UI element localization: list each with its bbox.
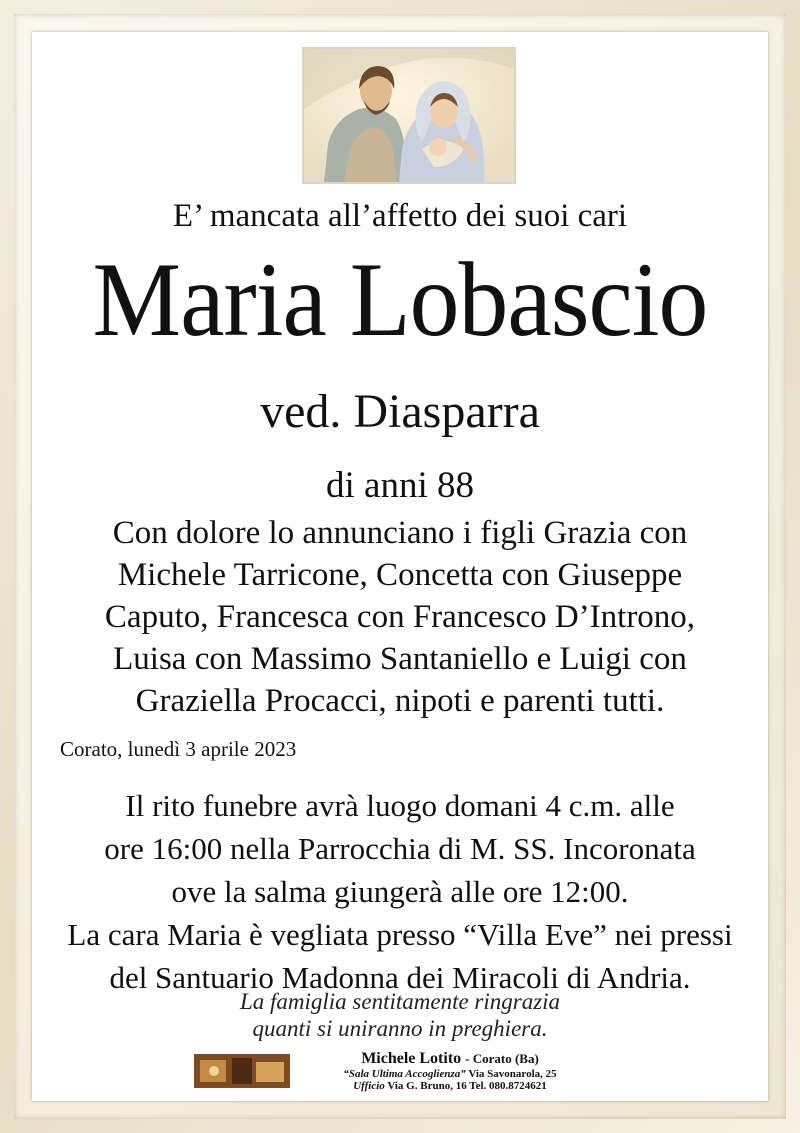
place-date: Corato, lunedì 3 aprile 2023 [60,737,297,761]
thanks-block [32,988,768,1042]
agency-office-address: Via G. Bruno, 16 [387,1080,467,1092]
holy-family-image [302,47,516,184]
agency-office-label: Ufficio [353,1080,385,1092]
thanks-line: quanti si uniranno in preghiera. [252,1016,548,1041]
announcement-line: Luisa con Massimo Santaniello e Luigi con [113,641,687,677]
holy-family-illustration [304,49,514,182]
agency-hall-name: “Sala Ultima Accoglienza” [343,1068,466,1080]
agency-hall-address: Via Savonarola, 25 [468,1068,557,1080]
widow-of: ved. Diasparra [260,385,540,438]
funeral-agency [194,1050,614,1092]
agency-photo-graphic [194,1054,290,1088]
funeral-line: Il rito funebre avrà luogo domani 4 c.m. alle [125,788,675,823]
age-text: di anni 88 [326,465,474,506]
agency-office-line [290,1080,610,1093]
funeral-block [32,784,768,999]
agency-town: - Corato (Ba) [465,1051,539,1066]
funeral-line: La cara Maria è vegliata presso “Villa Eve” nei pressi [67,917,733,952]
announcement-line: Graziella Procacci, nipoti e parenti tutti. [135,683,665,719]
thanks-line: La famiglia sentitamente ringrazia [239,989,561,1014]
intro-text: E’ mancata all’affetto dei suoi cari [172,198,628,234]
deceased-name: Maria Lobascio [92,241,708,358]
announcement-line: Con dolore lo annunciano i figli Grazia con [112,515,688,551]
agency-name: Michele Lotito [361,1050,462,1067]
funeral-line: ove la salma giungerà alle ore 12:00. [171,874,629,909]
announcement-line: Michele Tarricone, Concetta con Giuseppe [117,557,683,593]
announcement-line: Caputo, Francesca con Francesco D’Introno, [104,599,696,635]
announcement-block [32,512,768,722]
agency-phone: Tel. 080.8724621 [469,1080,547,1092]
agency-name-line [290,1050,610,1068]
funeral-line: ore 16:00 nella Parrocchia di M. SS. Incoronata [104,831,696,866]
funeral-line: del Santuario Madonna dei Miracoli di Andria. [109,960,691,995]
agency-photo [194,1054,290,1088]
